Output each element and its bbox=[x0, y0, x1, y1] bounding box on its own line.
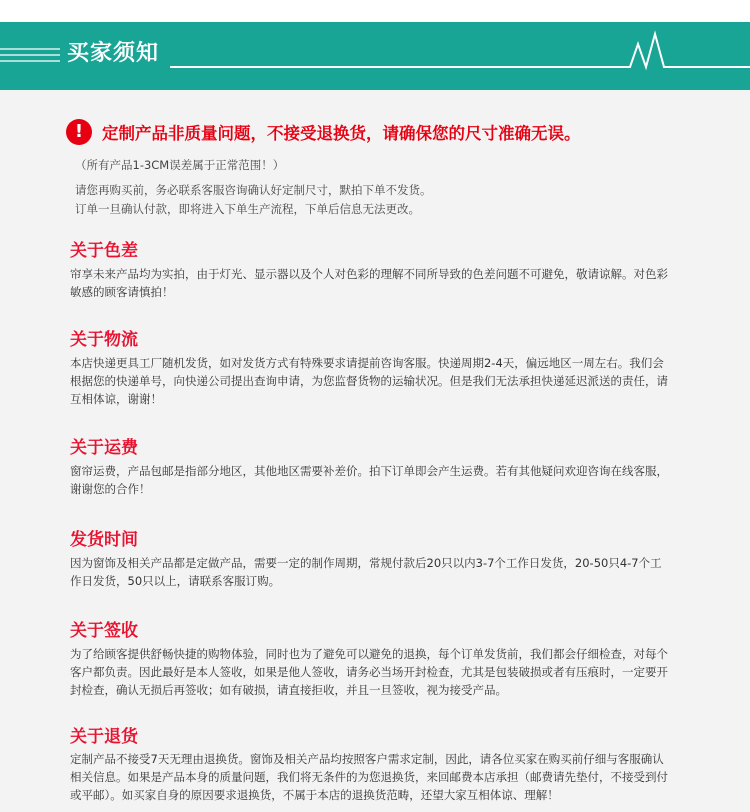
exclamation-icon: ! bbox=[66, 119, 92, 145]
section-title-returns: 关于退货 bbox=[70, 727, 138, 747]
warning-text: 定制产品非质量问题，不接受退换货，请确保您的尺寸准确无误。 bbox=[102, 124, 581, 143]
warning-banner bbox=[66, 117, 581, 147]
section-title-logistics: 关于物流 bbox=[70, 330, 138, 350]
section-title-color: 关于色差 bbox=[70, 241, 138, 261]
title-band bbox=[0, 22, 750, 90]
page-title: 买家须知 bbox=[67, 41, 160, 66]
section-title-shipping-fee: 关于运费 bbox=[70, 438, 138, 458]
section-body-logistics: 本店快递更具工厂随机发货，如对发货方式有特殊要求请提前咨询客服。快递周期2-4天，偏远地区一周左右。我们会根据您的快递单号，向快递公司提出查询申请，为您监督货物的运输状况。但是我们无法承担快递延迟派送的责任，请互相体谅，谢谢！ bbox=[70, 356, 668, 406]
note-confirm-size: 请您再购买前，务必联系客服咨询确认好定制尺寸，默拍下单不发货。 bbox=[75, 183, 432, 197]
section-body-returns: 定制产品不接受7天无理由退换货。窗饰及相关产品均按照客户需求定制，因此，请各位买家在购买前仔细与客服确认相关信息。如果是产品本身的质量问题，我们将无条件的为您退换货，来回邮费本店承担（邮费请先垫付，不接受到付或平邮）。如买家自身的原因要求退换货，不属于本店的退换货范畴，还望大家互相体谅、理解！ bbox=[70, 752, 668, 802]
mountain-line-icon bbox=[0, 22, 750, 90]
section-body-signing: 为了给顾客提供舒畅快捷的购物体验，同时也为了避免可以避免的退换，每个订单发货前，我们都会仔细检查，对每个客户都负责。因此最好是本人签收，如果是他人签收，请务必当场开封检查，尤其是包装破损或者有压痕时，一定要开封检查，确认无损后再签收；如有破损，请直接拒收，并且一旦签收，视为接受产品。 bbox=[70, 647, 668, 697]
section-body-delivery-time: 因为窗饰及相关产品都是定做产品，需要一定的制作周期，常规付款后20只以内3-7个工作日发货，20-50只4-7个工作日发货，50只以上，请联系客服订购。 bbox=[70, 556, 662, 588]
header bbox=[0, 0, 750, 90]
note-tolerance: （所有产品1-3CM误差属于正常范围！） bbox=[75, 158, 285, 172]
section-title-delivery-time: 发货时间 bbox=[70, 530, 138, 550]
section-body-color: 帘享未来产品均为实拍，由于灯光、显示器以及个人对色彩的理解不同所导致的色差问题不可避免，敬请谅解。对色彩敏感的顾客请慎拍！ bbox=[70, 267, 668, 299]
note-no-change: 订单一旦确认付款，即将进入下单生产流程，下单后信息无法更改。 bbox=[75, 202, 420, 216]
section-title-signing: 关于签收 bbox=[70, 621, 138, 641]
section-body-shipping-fee: 窗帘运费，产品包邮是指部分地区，其他地区需要补差价。拍下订单即会产生运费。若有其他疑问欢迎咨询在线客服，谢谢您的合作！ bbox=[70, 464, 668, 496]
